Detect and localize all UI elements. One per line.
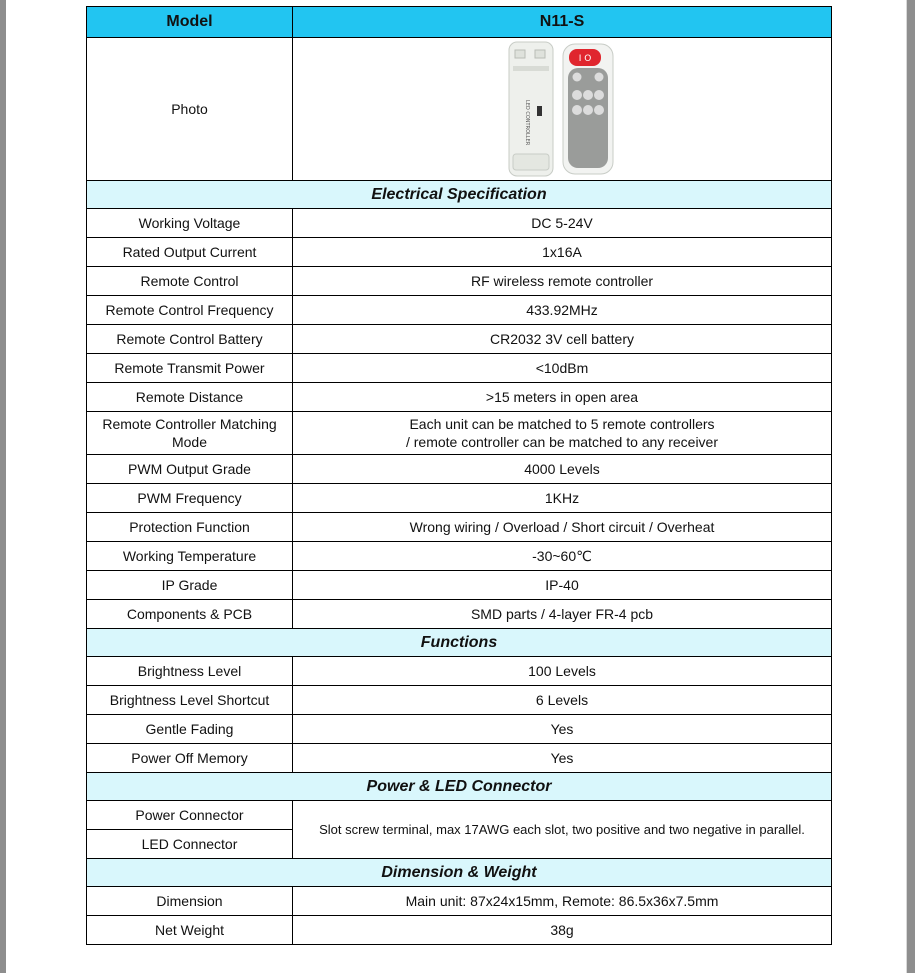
table-row (87, 267, 832, 296)
row-value: -30~60℃ (293, 542, 832, 571)
row-label: Working Temperature (87, 542, 293, 571)
row-label: Rated Output Current (87, 238, 293, 267)
model-label: Model (87, 7, 293, 38)
table-row (87, 354, 832, 383)
row-value: CR2032 3V cell battery (293, 325, 832, 354)
table-row (87, 412, 832, 455)
row-value: Yes (293, 744, 832, 773)
row-label: Net Weight (87, 916, 293, 945)
table-row (87, 383, 832, 412)
table-row (87, 542, 832, 571)
table-row (87, 209, 832, 238)
table-row (87, 715, 832, 744)
table-header-row (87, 7, 832, 38)
section-title: Functions (87, 629, 832, 657)
section-dimension (87, 859, 832, 887)
table-row (87, 455, 832, 484)
section-title: Power & LED Connector (87, 773, 832, 801)
row-label: Brightness Level (87, 657, 293, 686)
row-label: Dimension (87, 887, 293, 916)
table-row (87, 686, 832, 715)
row-value: 1KHz (293, 484, 832, 513)
section-title: Electrical Specification (87, 181, 832, 209)
model-value: N11-S (293, 7, 832, 38)
row-label: Components & PCB (87, 600, 293, 629)
table-row (87, 801, 832, 830)
window-right-edge-line (906, 0, 907, 973)
row-value: Main unit: 87x24x15mm, Remote: 86.5x36x7.5mm (293, 887, 832, 916)
row-value-line-2: / remote controller can be matched to any receiver (405, 434, 719, 450)
row-value: <10dBm (293, 354, 832, 383)
product-photo-cell (293, 38, 832, 181)
table-row (87, 296, 832, 325)
row-value: SMD parts / 4-layer FR-4 pcb (293, 600, 832, 629)
row-value: 433.92MHz (293, 296, 832, 325)
table-row (87, 744, 832, 773)
connector-value: Slot screw terminal, max 17AWG each slot, two positive and two negative in parallel. (293, 801, 832, 859)
table-row (87, 484, 832, 513)
table-row (87, 238, 832, 267)
row-label: Brightness Level Shortcut (87, 686, 293, 715)
photo-row (87, 38, 832, 181)
window-left-edge (0, 0, 6, 973)
product-photo (507, 40, 617, 178)
table-row (87, 325, 832, 354)
row-label: Remote Distance (87, 383, 293, 412)
row-label: Working Voltage (87, 209, 293, 238)
row-label: Gentle Fading (87, 715, 293, 744)
row-value (293, 412, 832, 455)
row-label: PWM Output Grade (87, 455, 293, 484)
row-value-line-1: Each unit can be matched to 5 remote controllers (409, 416, 715, 432)
window-right-edge (907, 0, 915, 973)
row-label: IP Grade (87, 571, 293, 600)
row-label: Power Off Memory (87, 744, 293, 773)
photo-label: Photo (87, 38, 293, 181)
section-connector (87, 773, 832, 801)
remote-image (563, 44, 613, 174)
row-label: PWM Frequency (87, 484, 293, 513)
table-row (87, 600, 832, 629)
row-value: Wrong wiring / Overload / Short circuit / Overheat (293, 513, 832, 542)
row-value: IP-40 (293, 571, 832, 600)
row-value: 38g (293, 916, 832, 945)
remote-power-glyphs: I O (578, 54, 592, 64)
table-row (87, 513, 832, 542)
table-row (87, 887, 832, 916)
row-label: Remote Control (87, 267, 293, 296)
row-value: DC 5-24V (293, 209, 832, 238)
led-connector-label: LED Connector (87, 830, 293, 859)
row-label: Remote Controller Matching Mode (87, 412, 293, 455)
section-title: Dimension & Weight (87, 859, 832, 887)
row-value: RF wireless remote controller (293, 267, 832, 296)
section-electrical (87, 181, 832, 209)
row-label: Remote Control Frequency (87, 296, 293, 325)
table-row (87, 571, 832, 600)
table-row (87, 916, 832, 945)
section-functions (87, 629, 832, 657)
row-label: Protection Function (87, 513, 293, 542)
row-label: Remote Control Battery (87, 325, 293, 354)
row-value: 6 Levels (293, 686, 832, 715)
row-label: Remote Transmit Power (87, 354, 293, 383)
row-value: 100 Levels (293, 657, 832, 686)
power-connector-label: Power Connector (87, 801, 293, 830)
controller-label: LED CONTROLLER (524, 100, 530, 146)
row-value: >15 meters in open area (293, 383, 832, 412)
table-row (87, 657, 832, 686)
row-value: Yes (293, 715, 832, 744)
spec-table (86, 6, 832, 945)
controller-unit-image (509, 42, 553, 176)
row-value: 4000 Levels (293, 455, 832, 484)
row-value: 1x16A (293, 238, 832, 267)
